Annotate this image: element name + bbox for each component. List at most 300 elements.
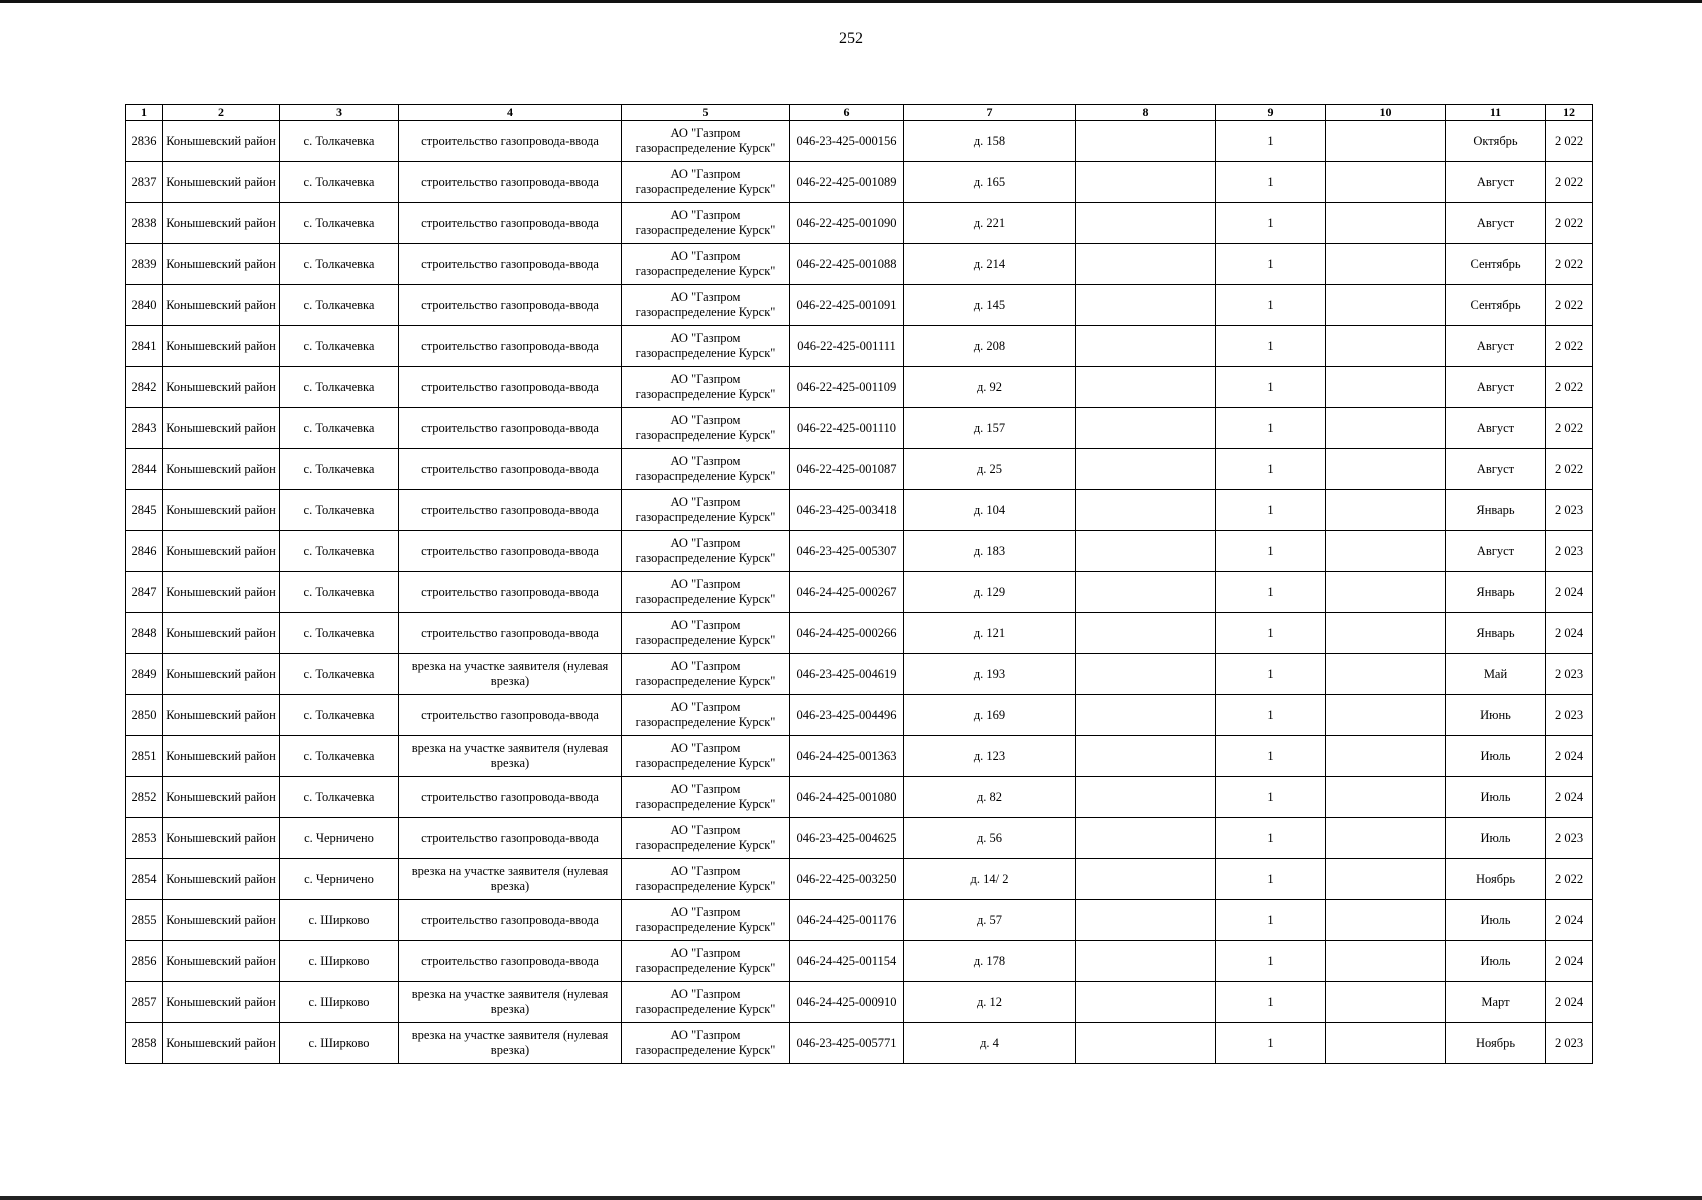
application-code-cell: 046-23-425-004625: [790, 818, 904, 859]
row-number-cell: 2857: [126, 982, 163, 1023]
quantity-cell: 1: [1216, 203, 1326, 244]
column-8-cell: [1076, 121, 1216, 162]
column-10-cell: [1326, 326, 1446, 367]
page-number: 252: [839, 30, 863, 47]
district-cell: Конышевский район: [163, 121, 280, 162]
application-code-cell: 046-23-425-005307: [790, 531, 904, 572]
settlement-cell: с. Толкачевка: [280, 326, 399, 367]
row-number-cell: 2846: [126, 531, 163, 572]
column-header: 6: [790, 105, 904, 121]
settlement-cell: с. Толкачевка: [280, 490, 399, 531]
column-8-cell: [1076, 162, 1216, 203]
column-8-cell: [1076, 654, 1216, 695]
row-number-cell: 2844: [126, 449, 163, 490]
district-cell: Конышевский район: [163, 203, 280, 244]
month-cell: Август: [1446, 203, 1546, 244]
table-row: [126, 1023, 1593, 1064]
settlement-cell: с. Толкачевка: [280, 654, 399, 695]
application-code-cell: 046-22-425-001090: [790, 203, 904, 244]
month-cell: Август: [1446, 408, 1546, 449]
settlement-cell: с. Толкачевка: [280, 203, 399, 244]
month-cell: Июль: [1446, 818, 1546, 859]
application-code-cell: 046-22-425-001087: [790, 449, 904, 490]
district-cell: Конышевский район: [163, 1023, 280, 1064]
year-cell: 2 023: [1546, 818, 1593, 859]
column-8-cell: [1076, 572, 1216, 613]
column-8-cell: [1076, 818, 1216, 859]
work-type-cell: строительство газопровода-ввода: [399, 818, 622, 859]
month-cell: Ноябрь: [1446, 859, 1546, 900]
column-8-cell: [1076, 408, 1216, 449]
quantity-cell: 1: [1216, 121, 1326, 162]
house-address-cell: д. 14/ 2: [904, 859, 1076, 900]
month-cell: Сентябрь: [1446, 244, 1546, 285]
settlement-cell: с. Черничено: [280, 859, 399, 900]
column-header: 12: [1546, 105, 1593, 121]
year-cell: 2 024: [1546, 777, 1593, 818]
table-row: [126, 285, 1593, 326]
month-cell: Август: [1446, 449, 1546, 490]
month-cell: Август: [1446, 531, 1546, 572]
organization-cell: АО "Газпром газораспределение Курск": [622, 941, 790, 982]
work-type-cell: строительство газопровода-ввода: [399, 285, 622, 326]
month-cell: Июль: [1446, 777, 1546, 818]
organization-cell: АО "Газпром газораспределение Курск": [622, 777, 790, 818]
column-10-cell: [1326, 859, 1446, 900]
organization-cell: АО "Газпром газораспределение Курск": [622, 654, 790, 695]
year-cell: 2 022: [1546, 859, 1593, 900]
house-address-cell: д. 145: [904, 285, 1076, 326]
month-cell: Март: [1446, 982, 1546, 1023]
work-type-cell: строительство газопровода-ввода: [399, 326, 622, 367]
organization-cell: АО "Газпром газораспределение Курск": [622, 695, 790, 736]
column-10-cell: [1326, 162, 1446, 203]
table-row: [126, 531, 1593, 572]
column-10-cell: [1326, 367, 1446, 408]
year-cell: 2 024: [1546, 900, 1593, 941]
district-cell: Конышевский район: [163, 408, 280, 449]
gas-connection-register-table: [125, 104, 1593, 1064]
district-cell: Конышевский район: [163, 900, 280, 941]
column-8-cell: [1076, 900, 1216, 941]
row-number-cell: 2840: [126, 285, 163, 326]
column-10-cell: [1326, 572, 1446, 613]
quantity-cell: 1: [1216, 818, 1326, 859]
organization-cell: АО "Газпром газораспределение Курск": [622, 244, 790, 285]
month-cell: Июль: [1446, 736, 1546, 777]
work-type-cell: строительство газопровода-ввода: [399, 162, 622, 203]
application-code-cell: 046-23-425-004496: [790, 695, 904, 736]
work-type-cell: врезка на участке заявителя (нулевая врезка): [399, 982, 622, 1023]
organization-cell: АО "Газпром газораспределение Курск": [622, 572, 790, 613]
house-address-cell: д. 178: [904, 941, 1076, 982]
application-code-cell: 046-24-425-000267: [790, 572, 904, 613]
district-cell: Конышевский район: [163, 859, 280, 900]
month-cell: Январь: [1446, 613, 1546, 654]
quantity-cell: 1: [1216, 777, 1326, 818]
district-cell: Конышевский район: [163, 326, 280, 367]
year-cell: 2 022: [1546, 121, 1593, 162]
table-row: [126, 121, 1593, 162]
application-code-cell: 046-23-425-003418: [790, 490, 904, 531]
column-8-cell: [1076, 285, 1216, 326]
work-type-cell: строительство газопровода-ввода: [399, 367, 622, 408]
column-header: 2: [163, 105, 280, 121]
row-number-cell: 2848: [126, 613, 163, 654]
column-10-cell: [1326, 941, 1446, 982]
column-header: 3: [280, 105, 399, 121]
column-8-cell: [1076, 449, 1216, 490]
work-type-cell: строительство газопровода-ввода: [399, 408, 622, 449]
column-header: 11: [1446, 105, 1546, 121]
application-code-cell: 046-22-425-001109: [790, 367, 904, 408]
table-row: [126, 900, 1593, 941]
year-cell: 2 022: [1546, 367, 1593, 408]
work-type-cell: строительство газопровода-ввода: [399, 695, 622, 736]
year-cell: 2 022: [1546, 203, 1593, 244]
organization-cell: АО "Газпром газораспределение Курск": [622, 449, 790, 490]
organization-cell: АО "Газпром газораспределение Курск": [622, 326, 790, 367]
quantity-cell: 1: [1216, 490, 1326, 531]
work-type-cell: строительство газопровода-ввода: [399, 490, 622, 531]
row-number-cell: 2854: [126, 859, 163, 900]
application-code-cell: 046-22-425-001110: [790, 408, 904, 449]
row-number-cell: 2845: [126, 490, 163, 531]
row-number-cell: 2851: [126, 736, 163, 777]
settlement-cell: с. Толкачевка: [280, 162, 399, 203]
table-row: [126, 695, 1593, 736]
table-row: [126, 736, 1593, 777]
organization-cell: АО "Газпром газораспределение Курск": [622, 613, 790, 654]
register-body: [126, 121, 1593, 1064]
table-row: [126, 777, 1593, 818]
application-code-cell: 046-22-425-001091: [790, 285, 904, 326]
quantity-cell: 1: [1216, 695, 1326, 736]
column-10-cell: [1326, 777, 1446, 818]
work-type-cell: строительство газопровода-ввода: [399, 900, 622, 941]
table-row: [126, 982, 1593, 1023]
column-header: 1: [126, 105, 163, 121]
work-type-cell: врезка на участке заявителя (нулевая врезка): [399, 1023, 622, 1064]
column-10-cell: [1326, 449, 1446, 490]
settlement-cell: с. Толкачевка: [280, 449, 399, 490]
work-type-cell: строительство газопровода-ввода: [399, 941, 622, 982]
application-code-cell: 046-24-425-001154: [790, 941, 904, 982]
month-cell: Сентябрь: [1446, 285, 1546, 326]
district-cell: Конышевский район: [163, 613, 280, 654]
house-address-cell: д. 121: [904, 613, 1076, 654]
year-cell: 2 024: [1546, 941, 1593, 982]
column-10-cell: [1326, 982, 1446, 1023]
quantity-cell: 1: [1216, 736, 1326, 777]
district-cell: Конышевский район: [163, 490, 280, 531]
column-10-cell: [1326, 531, 1446, 572]
house-address-cell: д. 25: [904, 449, 1076, 490]
column-number-header-row: [126, 105, 1593, 121]
top-border-line: [0, 0, 1702, 3]
row-number-cell: 2853: [126, 818, 163, 859]
settlement-cell: с. Ширково: [280, 941, 399, 982]
work-type-cell: строительство газопровода-ввода: [399, 777, 622, 818]
organization-cell: АО "Газпром газораспределение Курск": [622, 285, 790, 326]
house-address-cell: д. 4: [904, 1023, 1076, 1064]
table-row: [126, 572, 1593, 613]
column-8-cell: [1076, 326, 1216, 367]
district-cell: Конышевский район: [163, 531, 280, 572]
quantity-cell: 1: [1216, 531, 1326, 572]
quantity-cell: 1: [1216, 326, 1326, 367]
month-cell: Июль: [1446, 941, 1546, 982]
month-cell: Август: [1446, 326, 1546, 367]
column-8-cell: [1076, 777, 1216, 818]
application-code-cell: 046-22-425-001088: [790, 244, 904, 285]
house-address-cell: д. 129: [904, 572, 1076, 613]
organization-cell: АО "Газпром газораспределение Курск": [622, 203, 790, 244]
work-type-cell: врезка на участке заявителя (нулевая врезка): [399, 859, 622, 900]
work-type-cell: строительство газопровода-ввода: [399, 244, 622, 285]
quantity-cell: 1: [1216, 244, 1326, 285]
settlement-cell: с. Толкачевка: [280, 285, 399, 326]
work-type-cell: врезка на участке заявителя (нулевая врезка): [399, 736, 622, 777]
month-cell: Август: [1446, 162, 1546, 203]
year-cell: 2 023: [1546, 654, 1593, 695]
column-8-cell: [1076, 982, 1216, 1023]
row-number-cell: 2838: [126, 203, 163, 244]
district-cell: Конышевский район: [163, 285, 280, 326]
month-cell: Январь: [1446, 490, 1546, 531]
quantity-cell: 1: [1216, 367, 1326, 408]
column-8-cell: [1076, 244, 1216, 285]
settlement-cell: с. Толкачевка: [280, 408, 399, 449]
house-address-cell: д. 57: [904, 900, 1076, 941]
district-cell: Конышевский район: [163, 982, 280, 1023]
table-row: [126, 162, 1593, 203]
settlement-cell: с. Ширково: [280, 982, 399, 1023]
table-row: [126, 818, 1593, 859]
application-code-cell: 046-23-425-000156: [790, 121, 904, 162]
year-cell: 2 024: [1546, 982, 1593, 1023]
application-code-cell: 046-24-425-000266: [790, 613, 904, 654]
work-type-cell: врезка на участке заявителя (нулевая врезка): [399, 654, 622, 695]
quantity-cell: 1: [1216, 654, 1326, 695]
year-cell: 2 022: [1546, 449, 1593, 490]
column-header: 7: [904, 105, 1076, 121]
settlement-cell: с. Ширково: [280, 1023, 399, 1064]
organization-cell: АО "Газпром газораспределение Курск": [622, 859, 790, 900]
year-cell: 2 022: [1546, 285, 1593, 326]
organization-cell: АО "Газпром газораспределение Курск": [622, 408, 790, 449]
house-address-cell: д. 169: [904, 695, 1076, 736]
month-cell: Ноябрь: [1446, 1023, 1546, 1064]
column-header: 10: [1326, 105, 1446, 121]
year-cell: 2 024: [1546, 613, 1593, 654]
table-row: [126, 367, 1593, 408]
quantity-cell: 1: [1216, 162, 1326, 203]
row-number-cell: 2852: [126, 777, 163, 818]
month-cell: Май: [1446, 654, 1546, 695]
district-cell: Конышевский район: [163, 777, 280, 818]
month-cell: Июль: [1446, 900, 1546, 941]
table-row: [126, 408, 1593, 449]
settlement-cell: с. Ширково: [280, 900, 399, 941]
column-8-cell: [1076, 859, 1216, 900]
month-cell: Август: [1446, 367, 1546, 408]
column-10-cell: [1326, 285, 1446, 326]
quantity-cell: 1: [1216, 408, 1326, 449]
month-cell: Октябрь: [1446, 121, 1546, 162]
quantity-cell: 1: [1216, 613, 1326, 654]
quantity-cell: 1: [1216, 572, 1326, 613]
quantity-cell: 1: [1216, 449, 1326, 490]
column-8-cell: [1076, 203, 1216, 244]
row-number-cell: 2858: [126, 1023, 163, 1064]
house-address-cell: д. 221: [904, 203, 1076, 244]
district-cell: Конышевский район: [163, 244, 280, 285]
organization-cell: АО "Газпром газораспределение Курск": [622, 490, 790, 531]
bottom-border-line: [0, 1196, 1702, 1200]
work-type-cell: строительство газопровода-ввода: [399, 531, 622, 572]
settlement-cell: с. Толкачевка: [280, 121, 399, 162]
month-cell: Июнь: [1446, 695, 1546, 736]
table-row: [126, 326, 1593, 367]
table-row: [126, 613, 1593, 654]
district-cell: Конышевский район: [163, 941, 280, 982]
year-cell: 2 024: [1546, 572, 1593, 613]
house-address-cell: д. 165: [904, 162, 1076, 203]
work-type-cell: строительство газопровода-ввода: [399, 203, 622, 244]
application-code-cell: 046-23-425-004619: [790, 654, 904, 695]
organization-cell: АО "Газпром газораспределение Курск": [622, 818, 790, 859]
column-10-cell: [1326, 900, 1446, 941]
house-address-cell: д. 12: [904, 982, 1076, 1023]
row-number-cell: 2856: [126, 941, 163, 982]
table-row: [126, 449, 1593, 490]
column-10-cell: [1326, 736, 1446, 777]
year-cell: 2 023: [1546, 695, 1593, 736]
column-10-cell: [1326, 654, 1446, 695]
row-number-cell: 2839: [126, 244, 163, 285]
settlement-cell: с. Толкачевка: [280, 613, 399, 654]
work-type-cell: строительство газопровода-ввода: [399, 449, 622, 490]
column-10-cell: [1326, 1023, 1446, 1064]
column-header: 5: [622, 105, 790, 121]
house-address-cell: д. 123: [904, 736, 1076, 777]
organization-cell: АО "Газпром газораспределение Курск": [622, 900, 790, 941]
year-cell: 2 022: [1546, 326, 1593, 367]
quantity-cell: 1: [1216, 1023, 1326, 1064]
year-cell: 2 022: [1546, 408, 1593, 449]
year-cell: 2 022: [1546, 244, 1593, 285]
table-row: [126, 654, 1593, 695]
column-8-cell: [1076, 695, 1216, 736]
organization-cell: АО "Газпром газораспределение Курск": [622, 121, 790, 162]
column-10-cell: [1326, 818, 1446, 859]
work-type-cell: строительство газопровода-ввода: [399, 572, 622, 613]
house-address-cell: д. 92: [904, 367, 1076, 408]
row-number-cell: 2849: [126, 654, 163, 695]
settlement-cell: с. Толкачевка: [280, 777, 399, 818]
settlement-cell: с. Толкачевка: [280, 695, 399, 736]
organization-cell: АО "Газпром газораспределение Курск": [622, 367, 790, 408]
column-10-cell: [1326, 203, 1446, 244]
application-code-cell: 046-22-425-001111: [790, 326, 904, 367]
district-cell: Конышевский район: [163, 695, 280, 736]
district-cell: Конышевский район: [163, 162, 280, 203]
district-cell: Конышевский район: [163, 572, 280, 613]
row-number-cell: 2837: [126, 162, 163, 203]
column-10-cell: [1326, 490, 1446, 531]
table-row: [126, 859, 1593, 900]
application-code-cell: 046-22-425-001089: [790, 162, 904, 203]
column-header: 9: [1216, 105, 1326, 121]
table-row: [126, 203, 1593, 244]
column-10-cell: [1326, 244, 1446, 285]
row-number-cell: 2836: [126, 121, 163, 162]
application-code-cell: 046-22-425-003250: [790, 859, 904, 900]
row-number-cell: 2855: [126, 900, 163, 941]
house-address-cell: д. 104: [904, 490, 1076, 531]
settlement-cell: с. Толкачевка: [280, 736, 399, 777]
house-address-cell: д. 56: [904, 818, 1076, 859]
organization-cell: АО "Газпром газораспределение Курск": [622, 736, 790, 777]
table-row: [126, 490, 1593, 531]
row-number-cell: 2843: [126, 408, 163, 449]
settlement-cell: с. Толкачевка: [280, 572, 399, 613]
year-cell: 2 023: [1546, 490, 1593, 531]
quantity-cell: 1: [1216, 900, 1326, 941]
settlement-cell: с. Толкачевка: [280, 531, 399, 572]
settlement-cell: с. Черничено: [280, 818, 399, 859]
row-number-cell: 2850: [126, 695, 163, 736]
organization-cell: АО "Газпром газораспределение Курск": [622, 1023, 790, 1064]
application-code-cell: 046-24-425-000910: [790, 982, 904, 1023]
house-address-cell: д. 158: [904, 121, 1076, 162]
house-address-cell: д. 157: [904, 408, 1076, 449]
year-cell: 2 023: [1546, 531, 1593, 572]
table-row: [126, 244, 1593, 285]
house-address-cell: д. 214: [904, 244, 1076, 285]
row-number-cell: 2841: [126, 326, 163, 367]
column-10-cell: [1326, 408, 1446, 449]
quantity-cell: 1: [1216, 982, 1326, 1023]
district-cell: Конышевский район: [163, 736, 280, 777]
row-number-cell: 2842: [126, 367, 163, 408]
district-cell: Конышевский район: [163, 818, 280, 859]
quantity-cell: 1: [1216, 941, 1326, 982]
month-cell: Январь: [1446, 572, 1546, 613]
year-cell: 2 023: [1546, 1023, 1593, 1064]
organization-cell: АО "Газпром газораспределение Курск": [622, 982, 790, 1023]
district-cell: Конышевский район: [163, 654, 280, 695]
application-code-cell: 046-23-425-005771: [790, 1023, 904, 1064]
column-8-cell: [1076, 367, 1216, 408]
application-code-cell: 046-24-425-001363: [790, 736, 904, 777]
column-header: 4: [399, 105, 622, 121]
column-8-cell: [1076, 941, 1216, 982]
house-address-cell: д. 82: [904, 777, 1076, 818]
column-8-cell: [1076, 613, 1216, 654]
quantity-cell: 1: [1216, 859, 1326, 900]
house-address-cell: д. 193: [904, 654, 1076, 695]
table-row: [126, 941, 1593, 982]
organization-cell: АО "Газпром газораспределение Курск": [622, 162, 790, 203]
work-type-cell: строительство газопровода-ввода: [399, 121, 622, 162]
district-cell: Конышевский район: [163, 367, 280, 408]
column-8-cell: [1076, 490, 1216, 531]
quantity-cell: 1: [1216, 285, 1326, 326]
column-8-cell: [1076, 736, 1216, 777]
application-code-cell: 046-24-425-001176: [790, 900, 904, 941]
